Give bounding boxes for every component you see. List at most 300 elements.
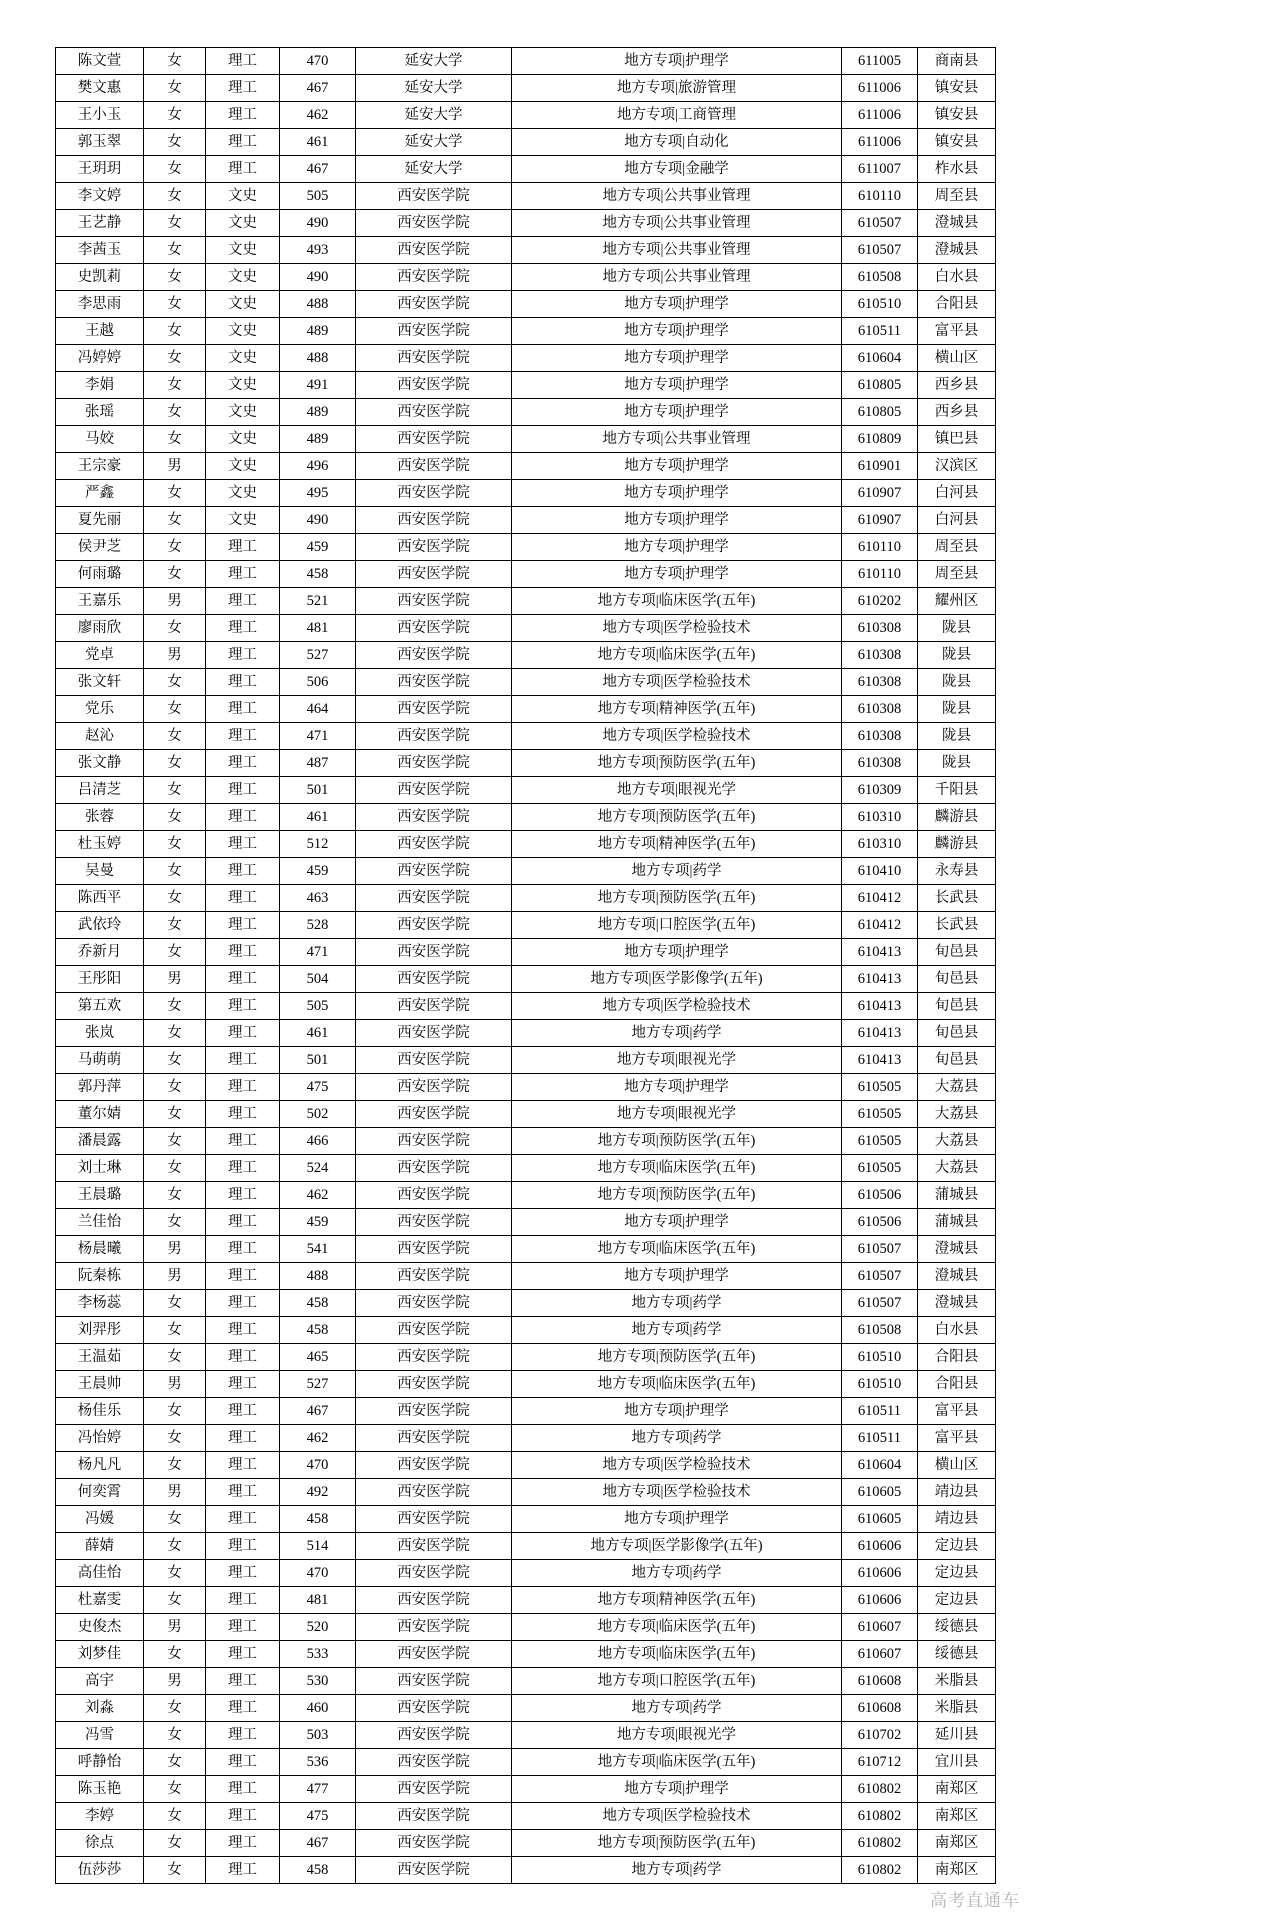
major-code-cell: 610310 xyxy=(842,831,918,858)
student-name-cell: 王小玉 xyxy=(56,102,144,129)
gender-cell: 女 xyxy=(144,1182,206,1209)
major-code-cell: 610507 xyxy=(842,1290,918,1317)
university-cell: 西安医学院 xyxy=(356,939,512,966)
university-cell: 西安医学院 xyxy=(356,1371,512,1398)
subject-category-cell: 理工 xyxy=(206,1263,280,1290)
subject-category-cell: 文史 xyxy=(206,264,280,291)
major-code-cell: 610907 xyxy=(842,480,918,507)
table-row xyxy=(56,1317,996,1344)
major-code-cell: 610505 xyxy=(842,1155,918,1182)
table-row xyxy=(56,1641,996,1668)
gender-cell: 女 xyxy=(144,1506,206,1533)
student-name-cell: 张文轩 xyxy=(56,669,144,696)
score-cell: 466 xyxy=(280,1128,356,1155)
major-code-cell: 610308 xyxy=(842,615,918,642)
county-cell: 麟游县 xyxy=(918,831,996,858)
program-cell: 地方专项|预防医学(五年) xyxy=(512,885,842,912)
student-name-cell: 赵沁 xyxy=(56,723,144,750)
score-cell: 458 xyxy=(280,1857,356,1884)
subject-category-cell: 理工 xyxy=(206,1236,280,1263)
university-cell: 西安医学院 xyxy=(356,1452,512,1479)
county-cell: 陇县 xyxy=(918,669,996,696)
county-cell: 大荔县 xyxy=(918,1155,996,1182)
table-row xyxy=(56,345,996,372)
major-code-cell: 610607 xyxy=(842,1614,918,1641)
subject-category-cell: 理工 xyxy=(206,1587,280,1614)
gender-cell: 男 xyxy=(144,1479,206,1506)
major-code-cell: 611006 xyxy=(842,129,918,156)
student-name-cell: 冯婷婷 xyxy=(56,345,144,372)
table-row xyxy=(56,777,996,804)
university-cell: 西安医学院 xyxy=(356,993,512,1020)
university-cell: 西安医学院 xyxy=(356,723,512,750)
score-cell: 467 xyxy=(280,156,356,183)
gender-cell: 女 xyxy=(144,183,206,210)
university-cell: 西安医学院 xyxy=(356,912,512,939)
table-row xyxy=(56,1020,996,1047)
major-code-cell: 610608 xyxy=(842,1695,918,1722)
program-cell: 地方专项|护理学 xyxy=(512,480,842,507)
student-name-cell: 王晨帅 xyxy=(56,1371,144,1398)
county-cell: 横山区 xyxy=(918,345,996,372)
table-row xyxy=(56,588,996,615)
subject-category-cell: 理工 xyxy=(206,561,280,588)
program-cell: 地方专项|医学检验技术 xyxy=(512,993,842,1020)
major-code-cell: 610702 xyxy=(842,1722,918,1749)
university-cell: 西安医学院 xyxy=(356,1182,512,1209)
student-name-cell: 陈西平 xyxy=(56,885,144,912)
county-cell: 旬邑县 xyxy=(918,1020,996,1047)
table-row xyxy=(56,1560,996,1587)
major-code-cell: 610310 xyxy=(842,804,918,831)
gender-cell: 女 xyxy=(144,1722,206,1749)
gender-cell: 女 xyxy=(144,264,206,291)
score-cell: 489 xyxy=(280,426,356,453)
subject-category-cell: 理工 xyxy=(206,642,280,669)
table-row xyxy=(56,966,996,993)
university-cell: 西安医学院 xyxy=(356,1587,512,1614)
subject-category-cell: 理工 xyxy=(206,1533,280,1560)
score-cell: 505 xyxy=(280,183,356,210)
table-row xyxy=(56,1695,996,1722)
subject-category-cell: 文史 xyxy=(206,426,280,453)
subject-category-cell: 理工 xyxy=(206,1101,280,1128)
student-name-cell: 董尔婧 xyxy=(56,1101,144,1128)
county-cell: 柞水县 xyxy=(918,156,996,183)
program-cell: 地方专项|公共事业管理 xyxy=(512,264,842,291)
subject-category-cell: 理工 xyxy=(206,1452,280,1479)
county-cell: 汉滨区 xyxy=(918,453,996,480)
gender-cell: 女 xyxy=(144,1830,206,1857)
major-code-cell: 611007 xyxy=(842,156,918,183)
program-cell: 地方专项|护理学 xyxy=(512,507,842,534)
table-row xyxy=(56,1776,996,1803)
gender-cell: 女 xyxy=(144,777,206,804)
subject-category-cell: 理工 xyxy=(206,75,280,102)
gender-cell: 男 xyxy=(144,1668,206,1695)
gender-cell: 男 xyxy=(144,642,206,669)
gender-cell: 女 xyxy=(144,885,206,912)
student-name-cell: 张岚 xyxy=(56,1020,144,1047)
major-code-cell: 610809 xyxy=(842,426,918,453)
subject-category-cell: 理工 xyxy=(206,912,280,939)
table-row xyxy=(56,75,996,102)
program-cell: 地方专项|预防医学(五年) xyxy=(512,1182,842,1209)
university-cell: 西安医学院 xyxy=(356,1209,512,1236)
county-cell: 西乡县 xyxy=(918,399,996,426)
table-row xyxy=(56,1290,996,1317)
score-cell: 501 xyxy=(280,777,356,804)
county-cell: 南郑区 xyxy=(918,1803,996,1830)
university-cell: 西安医学院 xyxy=(356,318,512,345)
gender-cell: 女 xyxy=(144,750,206,777)
table-row xyxy=(56,480,996,507)
major-code-cell: 610413 xyxy=(842,966,918,993)
gender-cell: 女 xyxy=(144,1803,206,1830)
gender-cell: 女 xyxy=(144,1749,206,1776)
score-cell: 491 xyxy=(280,372,356,399)
major-code-cell: 610605 xyxy=(842,1506,918,1533)
table-row xyxy=(56,1236,996,1263)
county-cell: 大荔县 xyxy=(918,1101,996,1128)
county-cell: 澄城县 xyxy=(918,1263,996,1290)
student-name-cell: 薛婧 xyxy=(56,1533,144,1560)
score-cell: 505 xyxy=(280,993,356,1020)
gender-cell: 女 xyxy=(144,1317,206,1344)
subject-category-cell: 理工 xyxy=(206,750,280,777)
gender-cell: 男 xyxy=(144,1263,206,1290)
student-name-cell: 刘士琳 xyxy=(56,1155,144,1182)
subject-category-cell: 理工 xyxy=(206,966,280,993)
major-code-cell: 610607 xyxy=(842,1641,918,1668)
score-cell: 481 xyxy=(280,1587,356,1614)
score-cell: 502 xyxy=(280,1101,356,1128)
subject-category-cell: 文史 xyxy=(206,291,280,318)
county-cell: 大荔县 xyxy=(918,1128,996,1155)
county-cell: 澄城县 xyxy=(918,1236,996,1263)
gender-cell: 女 xyxy=(144,399,206,426)
table-row xyxy=(56,507,996,534)
student-name-cell: 杜嘉雯 xyxy=(56,1587,144,1614)
county-cell: 陇县 xyxy=(918,750,996,777)
table-row xyxy=(56,858,996,885)
subject-category-cell: 理工 xyxy=(206,1803,280,1830)
student-name-cell: 王艺静 xyxy=(56,210,144,237)
county-cell: 镇巴县 xyxy=(918,426,996,453)
table-row xyxy=(56,183,996,210)
student-name-cell: 樊文惠 xyxy=(56,75,144,102)
table-row xyxy=(56,669,996,696)
score-cell: 506 xyxy=(280,669,356,696)
score-cell: 460 xyxy=(280,1695,356,1722)
university-cell: 西安医学院 xyxy=(356,750,512,777)
program-cell: 地方专项|自动化 xyxy=(512,129,842,156)
university-cell: 西安医学院 xyxy=(356,966,512,993)
program-cell: 地方专项|临床医学(五年) xyxy=(512,1749,842,1776)
student-name-cell: 廖雨欣 xyxy=(56,615,144,642)
score-cell: 489 xyxy=(280,318,356,345)
gender-cell: 女 xyxy=(144,1020,206,1047)
major-code-cell: 610606 xyxy=(842,1533,918,1560)
subject-category-cell: 理工 xyxy=(206,1155,280,1182)
gender-cell: 女 xyxy=(144,1533,206,1560)
subject-category-cell: 理工 xyxy=(206,1047,280,1074)
score-cell: 458 xyxy=(280,1317,356,1344)
county-cell: 商南县 xyxy=(918,48,996,75)
subject-category-cell: 理工 xyxy=(206,48,280,75)
table-row xyxy=(56,264,996,291)
major-code-cell: 610413 xyxy=(842,1047,918,1074)
subject-category-cell: 理工 xyxy=(206,696,280,723)
university-cell: 西安医学院 xyxy=(356,831,512,858)
program-cell: 地方专项|医学影像学(五年) xyxy=(512,1533,842,1560)
table-row xyxy=(56,615,996,642)
university-cell: 延安大学 xyxy=(356,129,512,156)
gender-cell: 女 xyxy=(144,858,206,885)
major-code-cell: 610202 xyxy=(842,588,918,615)
university-cell: 西安医学院 xyxy=(356,642,512,669)
table-row xyxy=(56,1533,996,1560)
program-cell: 地方专项|药学 xyxy=(512,1290,842,1317)
student-name-cell: 郭玉翠 xyxy=(56,129,144,156)
major-code-cell: 610802 xyxy=(842,1857,918,1884)
student-name-cell: 刘羿彤 xyxy=(56,1317,144,1344)
county-cell: 镇安县 xyxy=(918,75,996,102)
county-cell: 定边县 xyxy=(918,1560,996,1587)
subject-category-cell: 理工 xyxy=(206,723,280,750)
student-name-cell: 李茜玉 xyxy=(56,237,144,264)
university-cell: 西安医学院 xyxy=(356,1398,512,1425)
university-cell: 西安医学院 xyxy=(356,1155,512,1182)
university-cell: 西安医学院 xyxy=(356,453,512,480)
county-cell: 耀州区 xyxy=(918,588,996,615)
student-name-cell: 张文静 xyxy=(56,750,144,777)
score-cell: 477 xyxy=(280,1776,356,1803)
major-code-cell: 610805 xyxy=(842,399,918,426)
university-cell: 西安医学院 xyxy=(356,291,512,318)
score-cell: 471 xyxy=(280,939,356,966)
university-cell: 西安医学院 xyxy=(356,1506,512,1533)
table-row xyxy=(56,453,996,480)
program-cell: 地方专项|临床医学(五年) xyxy=(512,1614,842,1641)
program-cell: 地方专项|预防医学(五年) xyxy=(512,1344,842,1371)
subject-category-cell: 理工 xyxy=(206,588,280,615)
subject-category-cell: 理工 xyxy=(206,1830,280,1857)
major-code-cell: 610308 xyxy=(842,723,918,750)
county-cell: 富平县 xyxy=(918,1398,996,1425)
major-code-cell: 610907 xyxy=(842,507,918,534)
subject-category-cell: 理工 xyxy=(206,1695,280,1722)
student-name-cell: 李婷 xyxy=(56,1803,144,1830)
score-cell: 490 xyxy=(280,507,356,534)
university-cell: 西安医学院 xyxy=(356,858,512,885)
program-cell: 地方专项|临床医学(五年) xyxy=(512,1236,842,1263)
major-code-cell: 610412 xyxy=(842,912,918,939)
score-cell: 489 xyxy=(280,399,356,426)
table-row xyxy=(56,1479,996,1506)
major-code-cell: 610605 xyxy=(842,1479,918,1506)
student-name-cell: 第五欢 xyxy=(56,993,144,1020)
gender-cell: 女 xyxy=(144,1290,206,1317)
score-cell: 470 xyxy=(280,1560,356,1587)
program-cell: 地方专项|护理学 xyxy=(512,1776,842,1803)
subject-category-cell: 理工 xyxy=(206,993,280,1020)
score-cell: 470 xyxy=(280,1452,356,1479)
program-cell: 地方专项|公共事业管理 xyxy=(512,237,842,264)
program-cell: 地方专项|医学检验技术 xyxy=(512,669,842,696)
student-name-cell: 高佳怡 xyxy=(56,1560,144,1587)
county-cell: 陇县 xyxy=(918,642,996,669)
major-code-cell: 610413 xyxy=(842,993,918,1020)
county-cell: 澄城县 xyxy=(918,1290,996,1317)
admission-results-table xyxy=(55,47,996,1884)
major-code-cell: 610511 xyxy=(842,1398,918,1425)
county-cell: 长武县 xyxy=(918,885,996,912)
subject-category-cell: 理工 xyxy=(206,102,280,129)
score-cell: 490 xyxy=(280,210,356,237)
county-cell: 合阳县 xyxy=(918,1344,996,1371)
university-cell: 西安医学院 xyxy=(356,426,512,453)
program-cell: 地方专项|精神医学(五年) xyxy=(512,1587,842,1614)
county-cell: 西乡县 xyxy=(918,372,996,399)
major-code-cell: 610412 xyxy=(842,885,918,912)
county-cell: 永寿县 xyxy=(918,858,996,885)
gender-cell: 女 xyxy=(144,1101,206,1128)
major-code-cell: 610308 xyxy=(842,750,918,777)
student-name-cell: 何雨璐 xyxy=(56,561,144,588)
county-cell: 富平县 xyxy=(918,318,996,345)
program-cell: 地方专项|口腔医学(五年) xyxy=(512,1668,842,1695)
score-cell: 461 xyxy=(280,804,356,831)
gender-cell: 女 xyxy=(144,1560,206,1587)
major-code-cell: 610507 xyxy=(842,210,918,237)
program-cell: 地方专项|精神医学(五年) xyxy=(512,831,842,858)
score-cell: 467 xyxy=(280,1398,356,1425)
gender-cell: 女 xyxy=(144,1452,206,1479)
major-code-cell: 610608 xyxy=(842,1668,918,1695)
program-cell: 地方专项|护理学 xyxy=(512,534,842,561)
program-cell: 地方专项|眼视光学 xyxy=(512,1722,842,1749)
university-cell: 西安医学院 xyxy=(356,1074,512,1101)
gender-cell: 女 xyxy=(144,426,206,453)
major-code-cell: 610802 xyxy=(842,1830,918,1857)
county-cell: 靖边县 xyxy=(918,1506,996,1533)
score-cell: 470 xyxy=(280,48,356,75)
table-row xyxy=(56,1452,996,1479)
score-cell: 524 xyxy=(280,1155,356,1182)
table-row xyxy=(56,1074,996,1101)
program-cell: 地方专项|护理学 xyxy=(512,291,842,318)
gender-cell: 女 xyxy=(144,804,206,831)
university-cell: 西安医学院 xyxy=(356,777,512,804)
program-cell: 地方专项|临床医学(五年) xyxy=(512,642,842,669)
university-cell: 西安医学院 xyxy=(356,696,512,723)
gender-cell: 女 xyxy=(144,1344,206,1371)
county-cell: 大荔县 xyxy=(918,1074,996,1101)
score-cell: 462 xyxy=(280,1182,356,1209)
subject-category-cell: 理工 xyxy=(206,129,280,156)
score-cell: 488 xyxy=(280,291,356,318)
student-name-cell: 严鑫 xyxy=(56,480,144,507)
subject-category-cell: 理工 xyxy=(206,1371,280,1398)
student-name-cell: 王越 xyxy=(56,318,144,345)
score-cell: 527 xyxy=(280,1371,356,1398)
university-cell: 西安医学院 xyxy=(356,588,512,615)
county-cell: 澄城县 xyxy=(918,210,996,237)
university-cell: 延安大学 xyxy=(356,48,512,75)
table-row xyxy=(56,1128,996,1155)
score-cell: 533 xyxy=(280,1641,356,1668)
gender-cell: 女 xyxy=(144,1587,206,1614)
county-cell: 富平县 xyxy=(918,1425,996,1452)
county-cell: 周至县 xyxy=(918,534,996,561)
subject-category-cell: 理工 xyxy=(206,1398,280,1425)
student-name-cell: 刘梦佳 xyxy=(56,1641,144,1668)
subject-category-cell: 文史 xyxy=(206,318,280,345)
table-row xyxy=(56,831,996,858)
subject-category-cell: 理工 xyxy=(206,1641,280,1668)
major-code-cell: 610802 xyxy=(842,1776,918,1803)
gender-cell: 男 xyxy=(144,588,206,615)
table-row xyxy=(56,1749,996,1776)
subject-category-cell: 文史 xyxy=(206,183,280,210)
student-name-cell: 马萌萌 xyxy=(56,1047,144,1074)
gender-cell: 女 xyxy=(144,696,206,723)
subject-category-cell: 理工 xyxy=(206,1317,280,1344)
subject-category-cell: 理工 xyxy=(206,1344,280,1371)
student-name-cell: 吴曼 xyxy=(56,858,144,885)
university-cell: 西安医学院 xyxy=(356,1614,512,1641)
major-code-cell: 610510 xyxy=(842,1344,918,1371)
student-name-cell: 伍莎莎 xyxy=(56,1857,144,1884)
table-row xyxy=(56,129,996,156)
student-name-cell: 徐点 xyxy=(56,1830,144,1857)
university-cell: 西安医学院 xyxy=(356,345,512,372)
gender-cell: 女 xyxy=(144,1857,206,1884)
county-cell: 合阳县 xyxy=(918,291,996,318)
student-name-cell: 刘淼 xyxy=(56,1695,144,1722)
university-cell: 西安医学院 xyxy=(356,561,512,588)
student-name-cell: 党卓 xyxy=(56,642,144,669)
table-row xyxy=(56,1506,996,1533)
subject-category-cell: 理工 xyxy=(206,1722,280,1749)
program-cell: 地方专项|金融学 xyxy=(512,156,842,183)
major-code-cell: 610110 xyxy=(842,183,918,210)
major-code-cell: 610511 xyxy=(842,318,918,345)
subject-category-cell: 理工 xyxy=(206,1776,280,1803)
program-cell: 地方专项|护理学 xyxy=(512,939,842,966)
gender-cell: 女 xyxy=(144,129,206,156)
table-row xyxy=(56,210,996,237)
university-cell: 西安医学院 xyxy=(356,399,512,426)
gender-cell: 女 xyxy=(144,237,206,264)
subject-category-cell: 理工 xyxy=(206,1857,280,1884)
subject-category-cell: 理工 xyxy=(206,1020,280,1047)
program-cell: 地方专项|眼视光学 xyxy=(512,777,842,804)
county-cell: 绥德县 xyxy=(918,1641,996,1668)
student-name-cell: 呼静怡 xyxy=(56,1749,144,1776)
program-cell: 地方专项|护理学 xyxy=(512,372,842,399)
student-name-cell: 李杨蕊 xyxy=(56,1290,144,1317)
score-cell: 487 xyxy=(280,750,356,777)
university-cell: 西安医学院 xyxy=(356,507,512,534)
university-cell: 西安医学院 xyxy=(356,264,512,291)
score-cell: 490 xyxy=(280,264,356,291)
major-code-cell: 611006 xyxy=(842,102,918,129)
gender-cell: 女 xyxy=(144,480,206,507)
table-row xyxy=(56,1371,996,1398)
major-code-cell: 611006 xyxy=(842,75,918,102)
